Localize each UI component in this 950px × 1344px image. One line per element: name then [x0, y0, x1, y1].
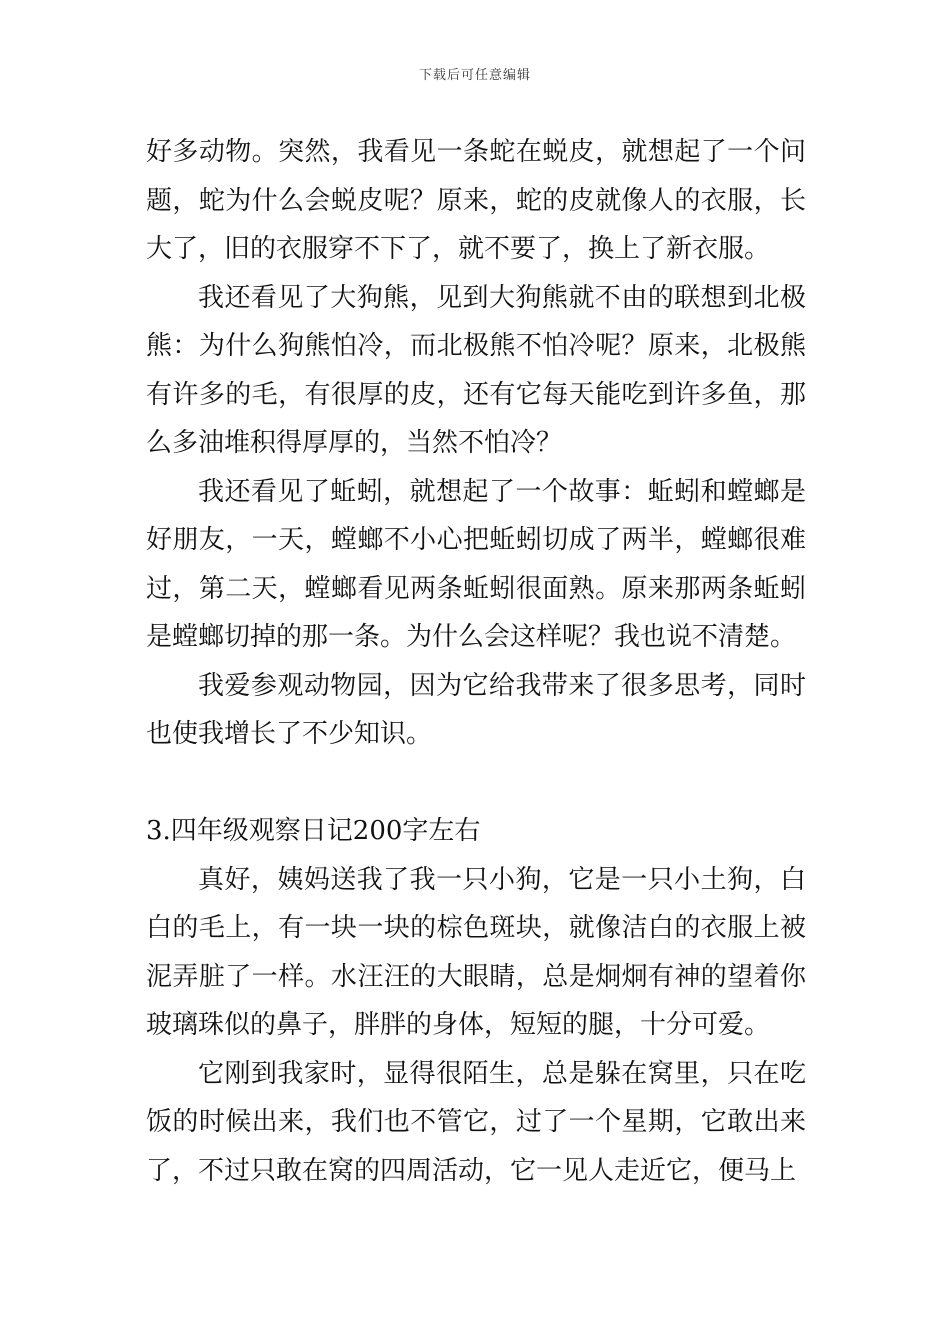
section-heading: 3.四年级观察日记200字左右	[146, 816, 481, 846]
document-body	[146, 128, 806, 1195]
paragraph-zoo-conclusion: 我爱参观动物园，因为它给我带来了很多思考，同时也使我增长了不少知识。	[146, 670, 806, 749]
paragraph-puppy-description: 真好，姨妈送我了我一只小狗，它是一只小土狗，白白的毛上，有一块一块的棕色斑块，就像洁白的衣服上被泥弄脏了一样。水汪汪的大眼睛，总是炯炯有神的望着你玻璃珠似的鼻子，胖胖的身体，短短的腿，十分可爱。	[146, 864, 806, 1040]
paragraph-snake: 好多动物。突然，我看见一条蛇在蜕皮，就想起了一个问题，蛇为什么会蜕皮呢？原来，蛇的皮就像人的衣服，长大了，旧的衣服穿不下了，就不要了，换上了新衣服。	[146, 137, 806, 264]
paragraph-puppy-arrival: 它刚到我家时，显得很陌生，总是躲在窝里，只在吃饭的时候出来，我们也不管它，过了一个星期，它敢出来了，不过只敢在窝的四周活动，它一见人走近它，便马上	[146, 1058, 806, 1186]
page-header: 下载后可任意编辑	[418, 68, 531, 83]
paragraph-bear: 我还看见了大狗熊，见到大狗熊就不由的联想到北极熊：为什么狗熊怕冷，而北极熊不怕冷呢？原来，北极熊有许多的毛，有很厚的皮，还有它每天能吃到许多鱼，那么多油堆积得厚厚的，当然不怕冷？	[146, 282, 806, 458]
paragraph-earthworm: 我还看见了蚯蚓，就想起了一个故事：蚯蚓和螳螂是好朋友，一天，螳螂不小心把蚯蚓切成了两半，螳螂很难过，第二天，螳螂看见两条蚯蚓很面熟。原来那两条蚯蚓是螳螂切掉的那一条。为什么会这样呢？我也说不清楚。	[146, 476, 806, 652]
